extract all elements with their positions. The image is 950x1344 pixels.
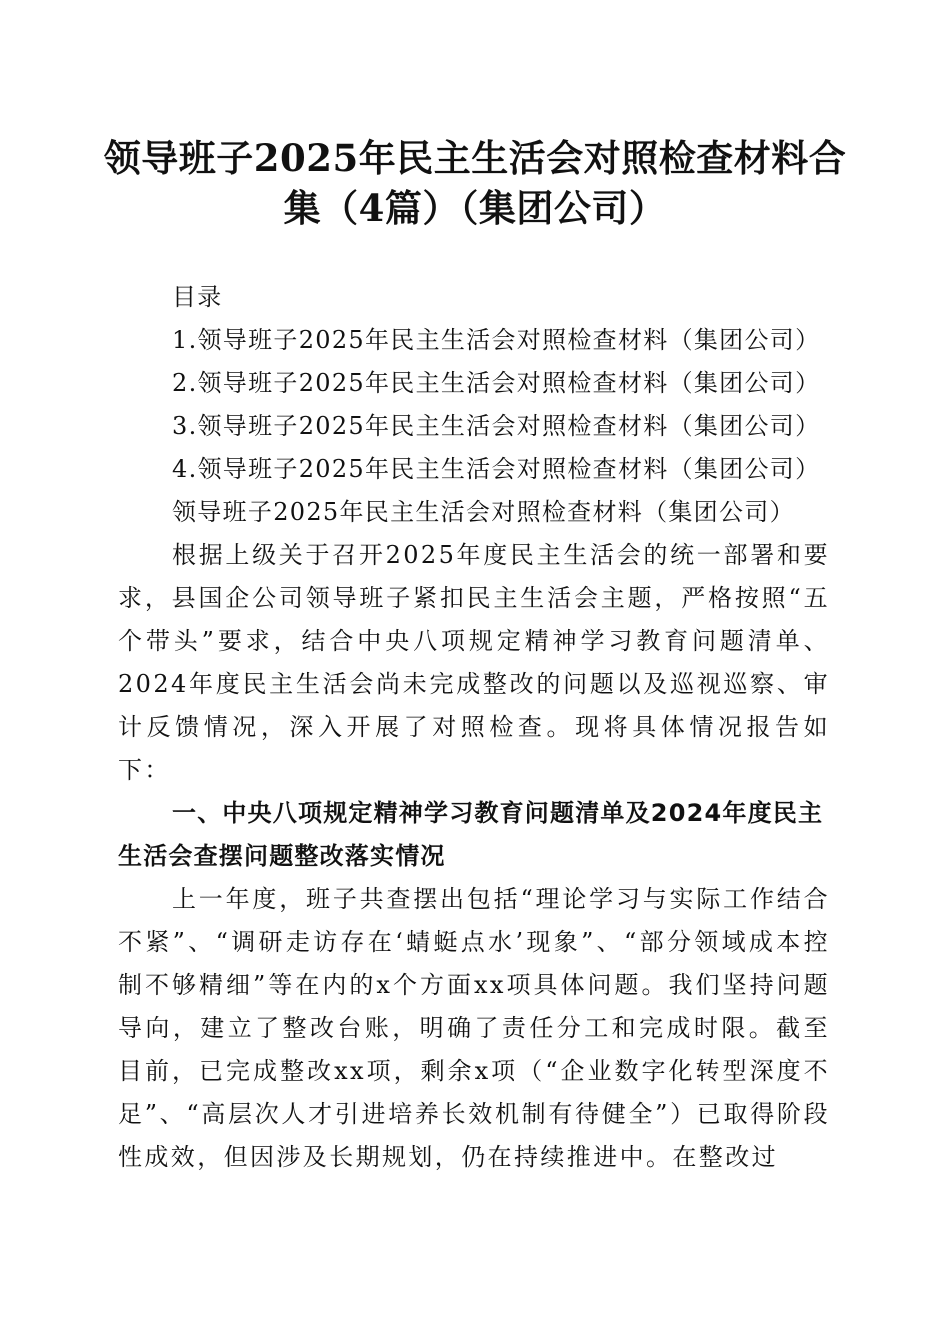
section-heading: 一、中央八项规定精神学习教育问题清单及2024年度民主生活会查摆问题整改落实情况 bbox=[118, 799, 824, 870]
section-paragraph: 上一年度，班子共查摆出包括“理论学习与实际工作结合不紧”、“调研走访存在‘蜻蜓点水’现象”、“部分领域成本控制不够精细”等在内的x个方面xx项具体问题。我们坚持问题导向，建立了整改台账，明确了责任分工和完成时限。截至目前，已完成整改xx项，剩余x项（“企业数字化转型深度不足”、“高层次人才引进培养长效机制有待健全”）已取得阶段性成效，但因涉及长期规划，仍在持续推进中。在整改过 bbox=[118, 885, 830, 1171]
toc-item[interactable]: 2.领导班子2025年民主生活会对照检查材料（集团公司） bbox=[172, 369, 821, 397]
intro-paragraph: 根据上级关于召开2025年度民主生活会的统一部署和要求，县国企公司领导班子紧扣民主生活会主题，严格按照“五个带头”要求，结合中央八项规定精神学习教育问题清单、2024年度民主生活会尚未完成整改的问题以及巡视巡察、审计反馈情况，深入开展了对照检查。现将具体情况报告如下： bbox=[118, 541, 830, 784]
article-title: 领导班子2025年民主生活会对照检查材料（集团公司） bbox=[172, 498, 795, 526]
toc-item[interactable]: 1.领导班子2025年民主生活会对照检查材料（集团公司） bbox=[172, 326, 821, 354]
toc-heading: 目录 bbox=[172, 283, 223, 311]
toc-item[interactable]: 4.领导班子2025年民主生活会对照检查材料（集团公司） bbox=[172, 455, 821, 483]
document-body bbox=[118, 276, 830, 1179]
document-title: 领导班子2025年民主生活会对照检查材料合集（4篇）（集团公司） bbox=[103, 136, 847, 230]
toc-item[interactable]: 3.领导班子2025年民主生活会对照检查材料（集团公司） bbox=[172, 412, 821, 440]
